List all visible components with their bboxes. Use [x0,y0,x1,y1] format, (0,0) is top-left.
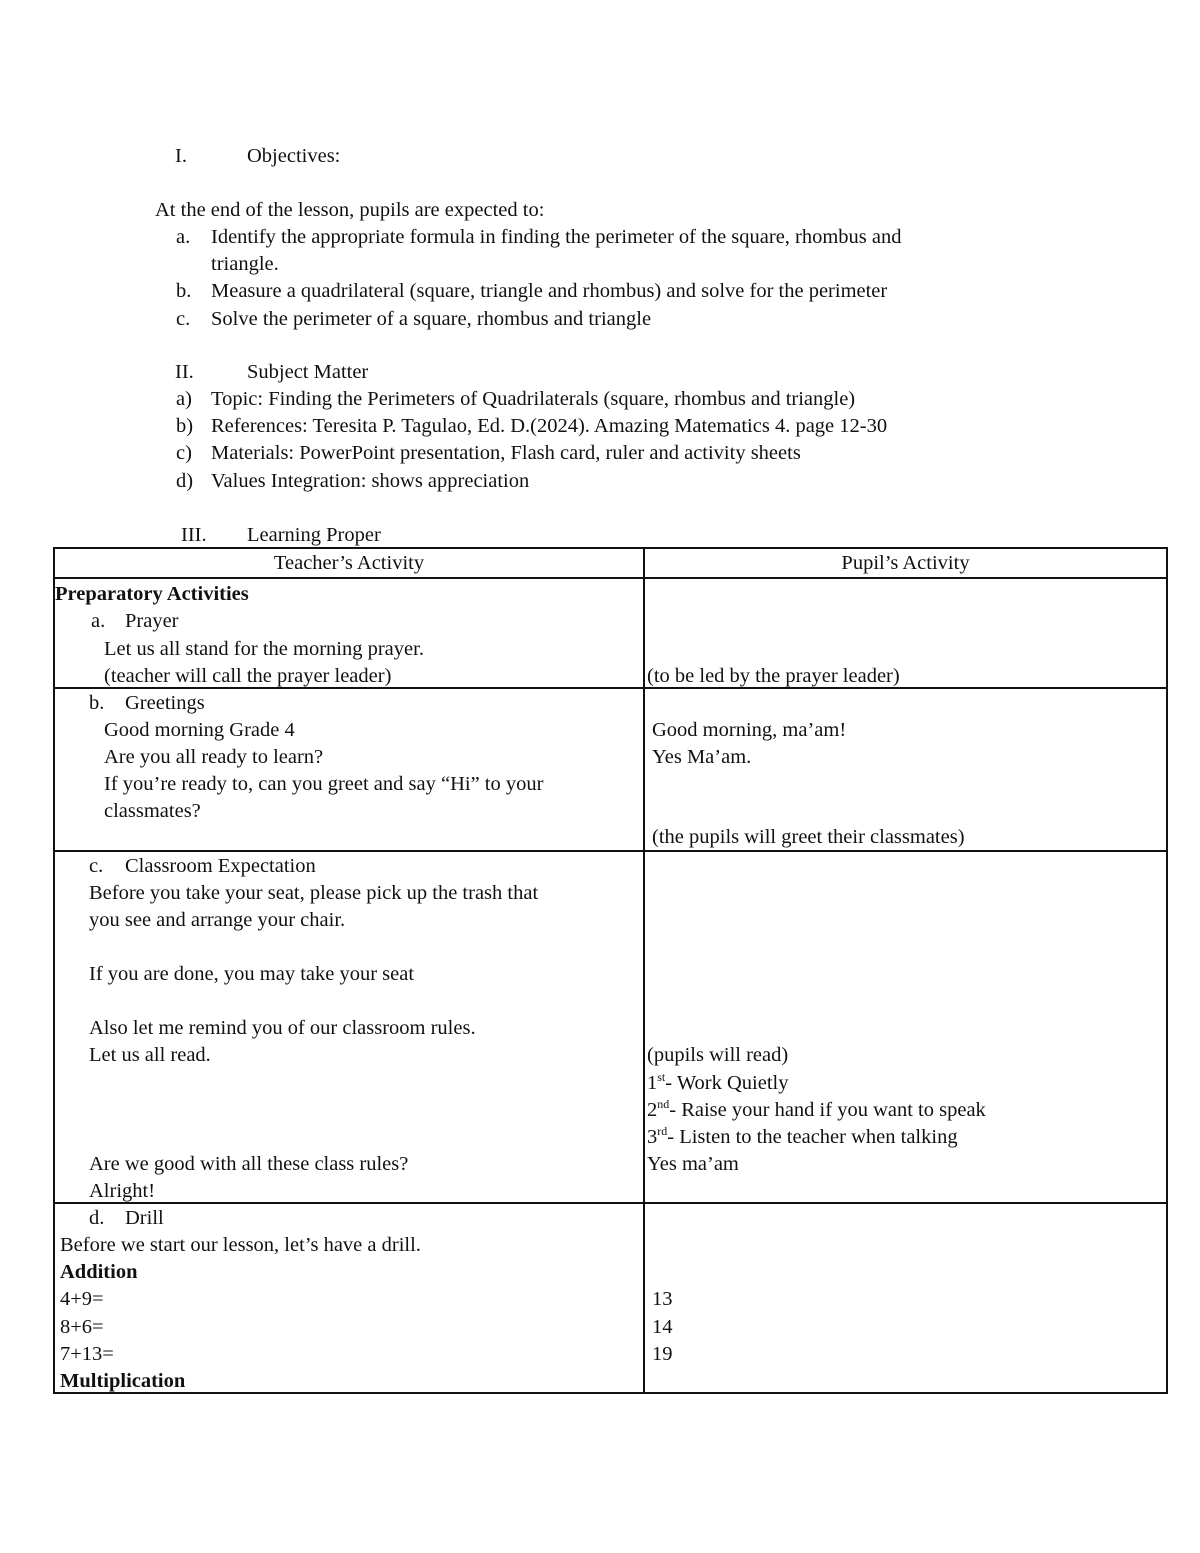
preparatory-activities-title: Preparatory Activities [55,583,249,605]
teacher-cell [54,851,644,1203]
teacher-line: classmates? [104,800,201,822]
rule-suffix: rd [657,1124,668,1139]
subject-letter: b) [176,415,194,437]
table-header-row [54,548,1167,578]
rule-suffix: nd [657,1097,670,1112]
drill-title: Drill [125,1207,164,1229]
drill-question: 4+9= [60,1288,104,1310]
pupil-cell [644,851,1167,1203]
rule-number: 2 [647,1099,658,1121]
teacher-cell [54,688,644,851]
teacher-line: Also let me remind you of our classroom rules. [89,1017,476,1039]
prayer-title: Prayer [125,610,179,632]
pupil-activity-header: Pupil’s Activity [644,548,1167,578]
section-1-heading: Objectives: [247,145,341,167]
subject-topic: Topic: Finding the Perimeters of Quadrilaterals (square, rhombus and triangle) [211,388,856,410]
drill-question: 7+13= [60,1343,114,1365]
objectives-intro: At the end of the lesson, pupils are expected to: [155,199,545,221]
sub-letter: b. [89,692,105,714]
teacher-line: Good morning Grade 4 [104,719,295,741]
learning-proper-table [53,547,1168,1394]
classroom-expectation-title: Classroom Expectation [125,855,316,877]
teacher-cell [54,1203,644,1393]
pupil-cell [644,1203,1167,1393]
table-row [54,1203,1167,1393]
rule-number: 1 [647,1072,658,1094]
teacher-line: If you are done, you may take your seat [89,963,415,985]
rule-text: - Raise your hand if you want to speak [669,1099,986,1121]
rule-number: 3 [647,1126,658,1148]
teacher-activity-header: Teacher’s Activity [54,548,644,578]
subject-letter: d) [176,470,194,492]
section-3-heading: Learning Proper [247,524,381,546]
pupil-cell [644,688,1167,851]
section-2-heading: Subject Matter [247,361,369,383]
rule-suffix: st [657,1070,666,1085]
teacher-line: Let us all stand for the morning prayer. [104,638,424,660]
multiplication-label: Multiplication [60,1370,186,1392]
teacher-line: Before we start our lesson, let’s have a drill. [60,1234,421,1256]
subject-references: References: Teresita P. Tagulao, Ed. D.(2024). Amazing Matematics 4. page 12-30 [211,415,888,437]
pupil-line: Yes Ma’am. [652,746,752,768]
sub-letter: c. [89,855,104,877]
pupil-line: Good morning, ma’am! [652,719,847,741]
teacher-line: Before you take your seat, please pick up the trash that [89,882,539,904]
objective-item: Solve the perimeter of a square, rhombus and triangle [211,308,652,330]
pupil-line: Yes ma’am [647,1153,739,1175]
pupil-line: (to be led by the prayer leader) [647,665,900,687]
drill-answer: 14 [652,1316,673,1338]
rule-text: - Work Quietly [665,1072,789,1094]
teacher-line: (teacher will call the prayer leader) [104,665,392,687]
drill-answer: 13 [652,1288,673,1310]
sub-letter: d. [89,1207,105,1229]
objective-letter: b. [176,280,192,302]
classroom-rule [647,1097,986,1124]
objective-item: Measure a quadrilateral (square, triangle and rhombus) and solve for the perimeter [211,280,888,302]
objective-letter: c. [176,308,191,330]
subject-letter: a) [176,388,192,410]
pupil-line: (pupils will read) [647,1044,789,1066]
pupil-line: (the pupils will greet their classmates) [652,826,965,848]
table-row [54,578,1167,688]
teacher-line: If you’re ready to, can you greet and say “Hi” to your [104,773,544,795]
drill-answer: 19 [652,1343,673,1365]
section-3-numeral: III. [181,524,207,546]
table-row [54,688,1167,851]
teacher-line: Alright! [89,1180,156,1202]
teacher-cell [54,578,644,688]
table-row [54,851,1167,1203]
addition-label: Addition [60,1261,138,1283]
classroom-rule [647,1124,958,1151]
objective-item: Identify the appropriate formula in finding the perimeter of the square, rhombus and [211,226,902,248]
teacher-line: Are we good with all these class rules? [89,1153,409,1175]
pupil-cell [644,578,1167,688]
objective-letter: a. [176,226,191,248]
objective-item-continued: triangle. [211,253,279,275]
teacher-line: you see and arrange your chair. [89,909,346,931]
rule-text: - Listen to the teacher when talking [667,1126,958,1148]
subject-values: Values Integration: shows appreciation [211,470,530,492]
section-1-numeral: I. [175,145,187,167]
sub-letter: a. [91,610,106,632]
subject-materials: Materials: PowerPoint presentation, Flash card, ruler and activity sheets [211,442,801,464]
teacher-line: Let us all read. [89,1044,211,1066]
greetings-title: Greetings [125,692,205,714]
teacher-line: Are you all ready to learn? [104,746,324,768]
section-2-numeral: II. [175,361,194,383]
drill-question: 8+6= [60,1316,104,1338]
subject-letter: c) [176,442,192,464]
classroom-rule [647,1070,789,1097]
